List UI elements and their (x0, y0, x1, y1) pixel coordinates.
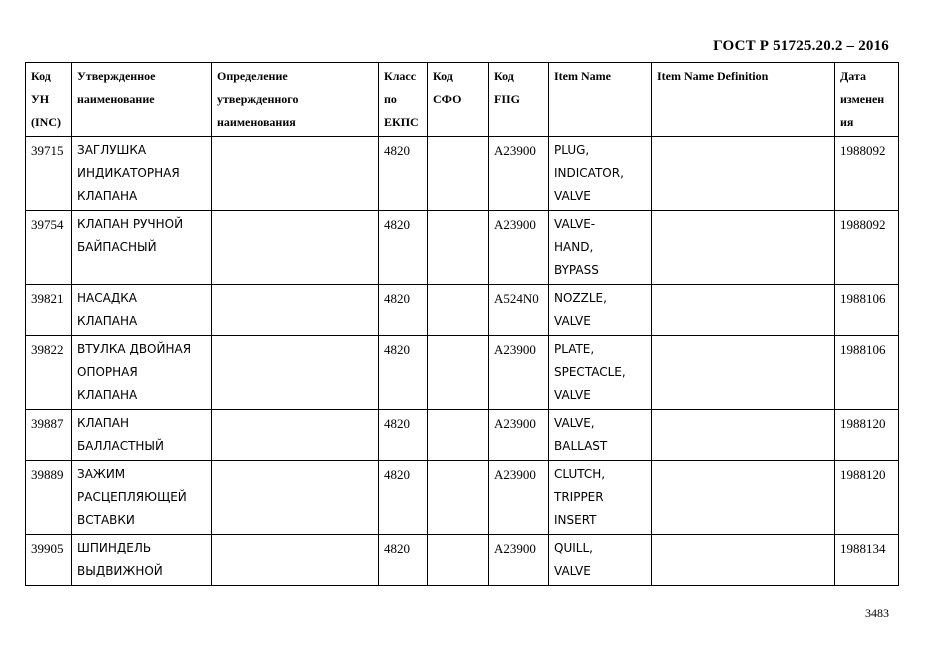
cell-definition (212, 285, 379, 336)
cell-inc: 39715 (26, 137, 72, 211)
header-line: Код (31, 69, 51, 83)
cell-date: 1988092 (835, 211, 899, 285)
cell-approved-name-line: КЛАПАН (77, 416, 130, 430)
page-number: 3483 (865, 606, 889, 620)
cell-approved-name-line: РАСЦЕПЛЯЮЩЕЙ (77, 490, 187, 504)
cell-class: 4820 (379, 211, 428, 285)
cell-item-name-definition (652, 211, 835, 285)
table-row (26, 137, 899, 211)
cell-item-name-definition (652, 461, 835, 535)
cell-approved-name-line: КЛАПАНА (77, 314, 138, 328)
cell-sfo (428, 285, 489, 336)
cell-item-name-line: TRIPPER (554, 490, 604, 504)
cell-inc: 39754 (26, 211, 72, 285)
cell-item-name (549, 137, 652, 211)
cell-item-name-line: VALVE, (554, 416, 595, 430)
cell-class: 4820 (379, 461, 428, 535)
header-fiig (489, 63, 549, 137)
cell-inc: 39905 (26, 535, 72, 586)
cell-item-name-line: VALVE (554, 388, 591, 402)
cell-fiig: A23900 (489, 410, 549, 461)
table-row (26, 285, 899, 336)
header-line: Определение (217, 69, 288, 83)
cell-date: 1988120 (835, 410, 899, 461)
table-row (26, 211, 899, 285)
cell-definition (212, 336, 379, 410)
cell-item-name-line: BYPASS (554, 263, 599, 277)
cell-approved-name-line: ЗАЖИМ (77, 467, 126, 481)
header-line: наименование (77, 92, 155, 106)
cell-item-name-line: VALVE (554, 314, 591, 328)
cell-definition (212, 461, 379, 535)
cell-class: 4820 (379, 285, 428, 336)
header-line: Класс (384, 69, 417, 83)
cell-approved-name-line: КЛАПАНА (77, 189, 138, 203)
cell-fiig: A23900 (489, 535, 549, 586)
cell-definition (212, 137, 379, 211)
header-line: по (384, 92, 397, 106)
table-row (26, 410, 899, 461)
cell-approved-name-line: НАСАДКА (77, 291, 137, 305)
cell-date: 1988106 (835, 285, 899, 336)
cell-approved-name-line: ВЫДВИЖНОЙ (77, 564, 163, 578)
header-item-name (549, 63, 652, 137)
header-line: ия (840, 115, 854, 129)
cell-item-name-line: QUILL, (554, 541, 593, 555)
table-row (26, 336, 899, 410)
cell-item-name-definition (652, 336, 835, 410)
cell-item-name-line: VALVE (554, 564, 591, 578)
cell-item-name-definition (652, 535, 835, 586)
header-line: (INC) (31, 115, 61, 129)
header-line: FIIG (494, 92, 521, 106)
cell-item-name-line: PLUG, (554, 143, 590, 157)
cell-sfo (428, 461, 489, 535)
cell-item-name (549, 410, 652, 461)
header-line: утвержденного (217, 92, 299, 106)
cell-item-name-line: CLUTCH, (554, 467, 606, 481)
cell-item-name-line: NOZZLE, (554, 291, 607, 305)
cell-approved-name (72, 211, 212, 285)
document-standard-header: ГОСТ Р 51725.20.2 – 2016 (713, 38, 889, 54)
cell-class: 4820 (379, 535, 428, 586)
cell-sfo (428, 535, 489, 586)
cell-approved-name (72, 535, 212, 586)
cell-item-name-definition (652, 410, 835, 461)
cell-item-name-line: HAND, (554, 240, 594, 254)
cell-approved-name-line: КЛАПАН РУЧНОЙ (77, 217, 184, 231)
cell-item-name-line: PLATE, (554, 342, 595, 356)
cell-approved-name (72, 285, 212, 336)
cell-inc: 39821 (26, 285, 72, 336)
header-line: ЕКПС (384, 115, 419, 129)
cell-sfo (428, 336, 489, 410)
table-header-row (26, 63, 899, 137)
table-row (26, 535, 899, 586)
cell-item-name (549, 285, 652, 336)
cell-definition (212, 211, 379, 285)
cell-approved-name-line: БАЛЛАСТНЫЙ (77, 439, 164, 453)
cell-inc: 39822 (26, 336, 72, 410)
header-line: Код (494, 69, 514, 83)
cell-approved-name (72, 410, 212, 461)
cell-fiig: A23900 (489, 461, 549, 535)
header-line: Код (433, 69, 453, 83)
cell-item-name-line: VALVE (554, 189, 591, 203)
cell-item-name-line: VALVE- (554, 217, 596, 231)
header-line: наименования (217, 115, 296, 129)
header-line: УН (31, 92, 50, 106)
cell-definition (212, 535, 379, 586)
cell-sfo (428, 137, 489, 211)
cell-fiig: A23900 (489, 137, 549, 211)
cell-date: 1988106 (835, 336, 899, 410)
cell-fiig: A23900 (489, 336, 549, 410)
header-line: СФО (433, 92, 462, 106)
cell-date: 1988092 (835, 137, 899, 211)
cell-date: 1988120 (835, 461, 899, 535)
cell-item-name-definition (652, 137, 835, 211)
header-inc (26, 63, 72, 137)
table-body (26, 137, 899, 586)
header-approved-name (72, 63, 212, 137)
cell-approved-name-line: ОПОРНАЯ (77, 365, 138, 379)
cell-class: 4820 (379, 410, 428, 461)
cell-approved-name (72, 137, 212, 211)
header-line: изменен (840, 92, 885, 106)
table-row (26, 461, 899, 535)
cell-inc: 39889 (26, 461, 72, 535)
cell-approved-name-line: КЛАПАНА (77, 388, 138, 402)
header-sfo (428, 63, 489, 137)
cell-fiig: A23900 (489, 211, 549, 285)
header-line: Утвержденное (77, 69, 156, 83)
header-item-name-definition (652, 63, 835, 137)
cell-item-name-line: INSERT (554, 513, 597, 527)
cell-item-name (549, 211, 652, 285)
cell-class: 4820 (379, 137, 428, 211)
cell-item-name-line: INDICATOR, (554, 166, 624, 180)
cell-approved-name (72, 336, 212, 410)
cell-approved-name-line: БАЙПАСНЫЙ (77, 240, 157, 254)
cell-definition (212, 410, 379, 461)
catalog-table (25, 62, 899, 586)
cell-sfo (428, 410, 489, 461)
cell-item-name (549, 535, 652, 586)
cell-approved-name-line: ШПИНДЕЛЬ (77, 541, 152, 555)
cell-fiig: A524N0 (489, 285, 549, 336)
cell-sfo (428, 211, 489, 285)
cell-item-name (549, 461, 652, 535)
cell-approved-name-line: ИНДИКАТОРНАЯ (77, 166, 180, 180)
header-line: Item Name Definition (657, 69, 769, 83)
header-line: Дата (840, 69, 866, 83)
header-definition (212, 63, 379, 137)
cell-approved-name-line: ВСТАВКИ (77, 513, 135, 527)
cell-approved-name (72, 461, 212, 535)
cell-item-name-definition (652, 285, 835, 336)
cell-item-name-line: SPECTACLE, (554, 365, 626, 379)
cell-inc: 39887 (26, 410, 72, 461)
cell-approved-name-line: ВТУЛКА ДВОЙНАЯ (77, 342, 192, 356)
cell-approved-name-line: ЗАГЛУШКА (77, 143, 147, 157)
cell-item-name (549, 336, 652, 410)
header-line: Item Name (554, 69, 611, 83)
header-class (379, 63, 428, 137)
header-date (835, 63, 899, 137)
cell-item-name-line: BALLAST (554, 439, 608, 453)
cell-class: 4820 (379, 336, 428, 410)
cell-date: 1988134 (835, 535, 899, 586)
